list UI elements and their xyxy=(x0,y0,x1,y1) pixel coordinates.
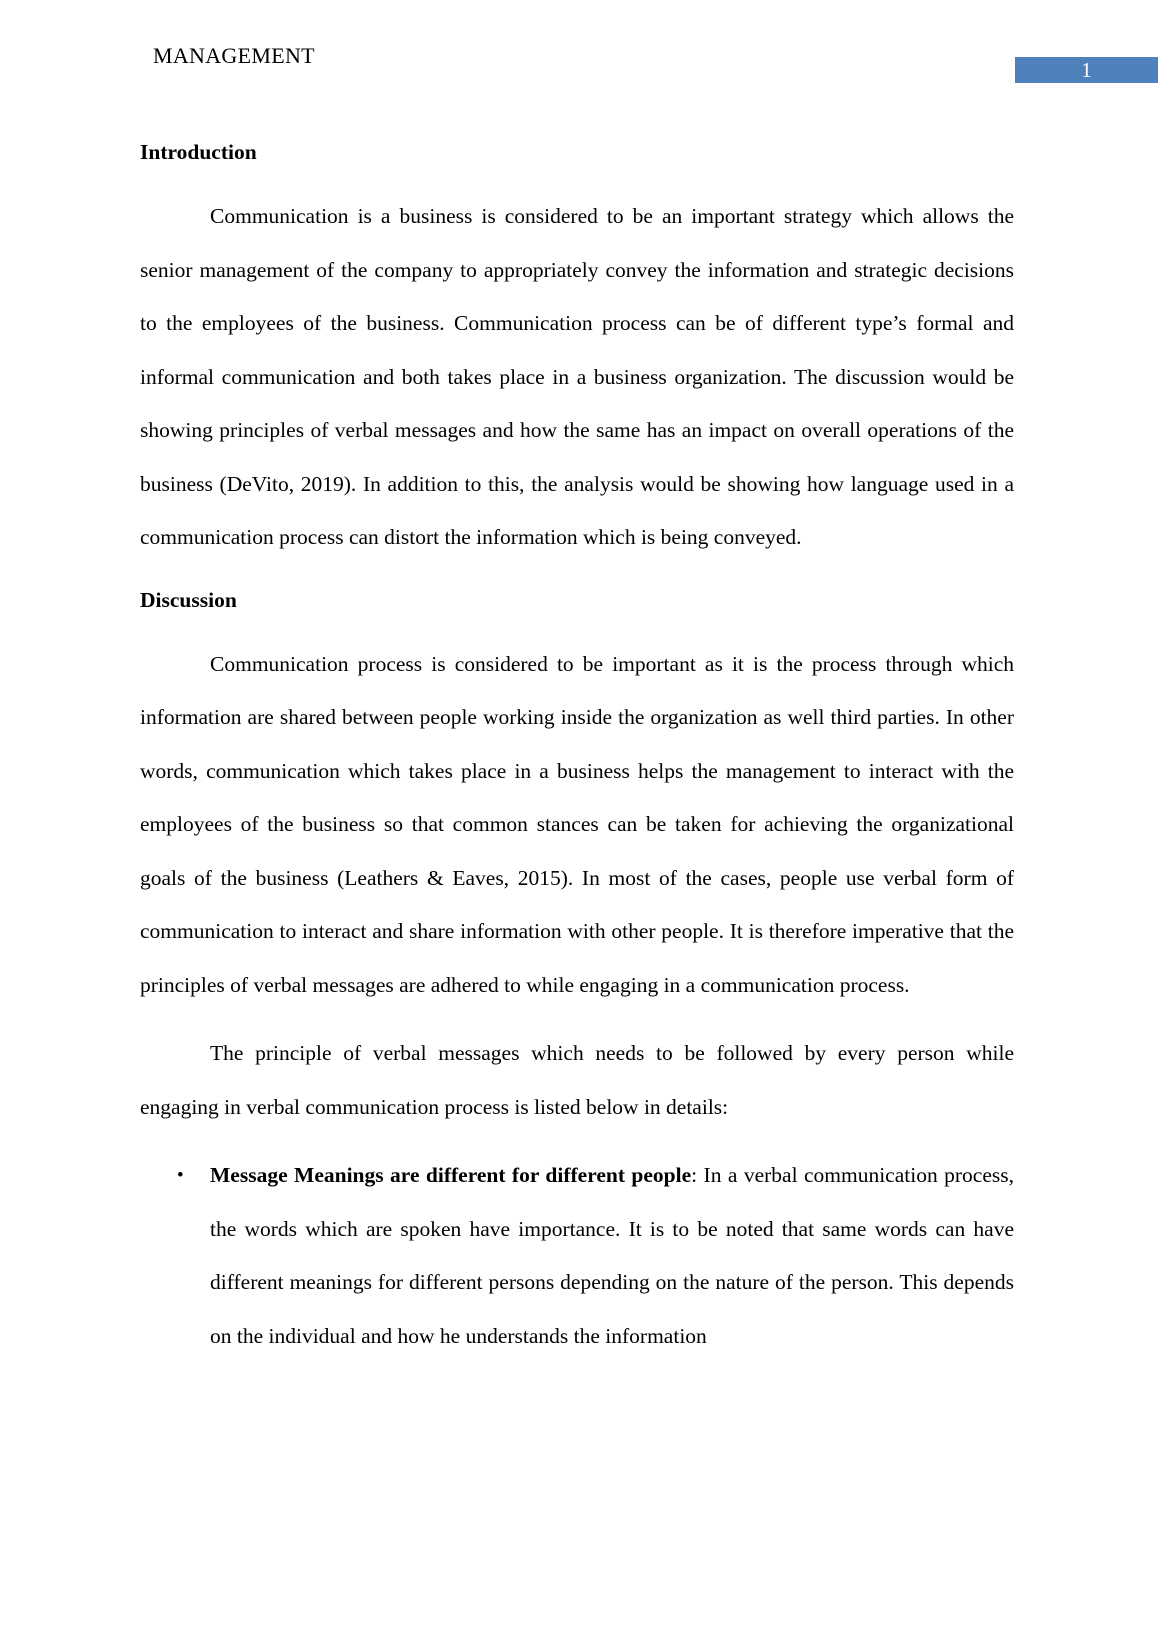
introduction-paragraph: Communication is a business is considered to be an important strategy which allows the senior management of the company to appropriately convey the information and strategic decisions to the employees of the business. Communication process can be of different type’s formal and informal communication and both takes place in a business organization. The discussion would be showing principles of verbal messages and how the same has an impact on overall operations of the business (DeVito, 2019). In addition to this, the analysis would be showing how language used in a communication process can distort the information which is being conveyed. xyxy=(140,204,1014,549)
bullet-icon: • xyxy=(177,1165,184,1186)
principles-list xyxy=(140,1149,1014,1363)
page-number: 1 xyxy=(1081,58,1092,82)
discussion-heading: Discussion xyxy=(140,587,237,612)
discussion-paragraph-1: Communication process is considered to be important as it is the process through which information are shared between people working inside the organization as well third parties. In other words, communication which takes place in a business helps the management to interact with the employees of the business so that common stances can be taken for achieving the organizational goals of the business (Leathers & Eaves, 2015). In most of the cases, people use verbal form of communication to interact and share information with other people. It is therefore imperative that the principles of verbal messages are adhered to while engaging in a communication process. xyxy=(140,651,1014,997)
discussion-paragraph-2: The principle of verbal messages which needs to be followed by every person while engaging in verbal communication process is listed below in details: xyxy=(140,1041,1014,1119)
running-header: MANAGEMENT xyxy=(153,43,315,68)
page-number-badge xyxy=(1015,57,1158,83)
bullet-text: : In a verbal communication process, the words which are spoken have importance. It is to be noted that same words can have different meanings for different persons depending on the nature of the person. This depends on the individual and how he understands the information xyxy=(210,1163,1014,1348)
list-item xyxy=(140,1149,1014,1363)
bullet-term: Message Meanings are different for different people xyxy=(210,1163,692,1187)
document-body xyxy=(140,132,1014,1363)
introduction-heading: Introduction xyxy=(140,140,257,164)
